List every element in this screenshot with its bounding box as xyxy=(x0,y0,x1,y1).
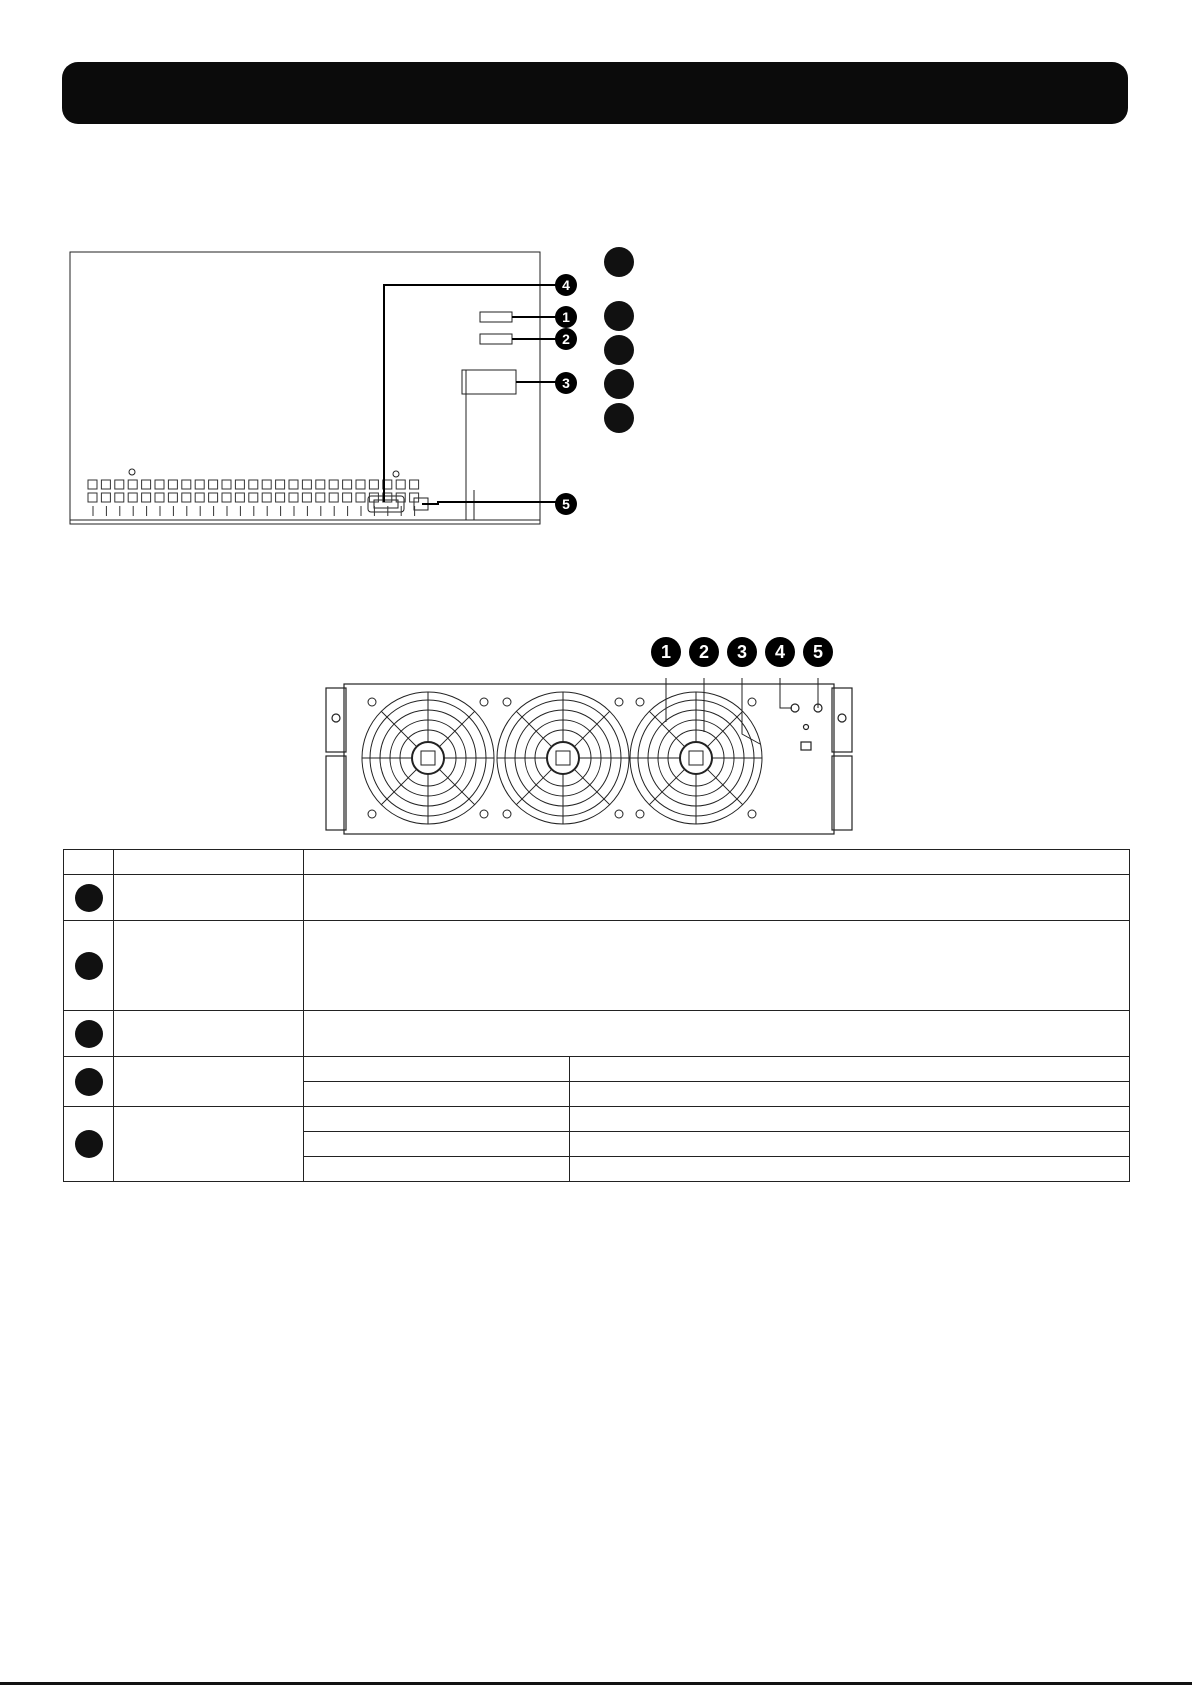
callout-1 xyxy=(555,306,577,328)
fan-callout-4 xyxy=(765,637,795,667)
legend-dot-5 xyxy=(604,403,634,433)
callout-2 xyxy=(555,328,577,350)
table-row xyxy=(64,1107,1130,1132)
table-cell xyxy=(304,1132,570,1157)
indicator-3 xyxy=(804,725,809,730)
callout-4 xyxy=(555,274,577,296)
table-cell xyxy=(114,921,304,1011)
table-cell xyxy=(304,875,1130,921)
table-cell xyxy=(64,1057,114,1107)
svg-text:1: 1 xyxy=(562,309,570,325)
svg-text:3: 3 xyxy=(562,375,570,391)
table-cell xyxy=(304,1157,570,1182)
row-dot-2 xyxy=(75,952,103,980)
legend-dot-4 xyxy=(604,369,634,399)
table-cell xyxy=(64,921,114,1011)
table-cell xyxy=(64,850,114,875)
table-cell xyxy=(64,1107,114,1182)
terminal-block-1 xyxy=(480,312,512,322)
legend-dot-1 xyxy=(604,247,634,277)
fan-1 xyxy=(362,692,494,824)
table-cell xyxy=(304,921,1130,1011)
table-cell xyxy=(114,850,304,875)
svg-text:2: 2 xyxy=(698,642,710,662)
table-cell xyxy=(570,1157,1130,1182)
table-row xyxy=(64,921,1130,1011)
row-dot-4 xyxy=(75,1068,103,1096)
svg-text:5: 5 xyxy=(812,642,824,662)
svg-text:2: 2 xyxy=(562,331,570,347)
serial-port xyxy=(368,496,404,512)
callout-3 xyxy=(555,372,577,394)
row-dot-3 xyxy=(75,1020,103,1048)
indicator-2 xyxy=(801,742,811,750)
table-cell xyxy=(304,1082,570,1107)
screw xyxy=(129,469,135,475)
fan-callout-1 xyxy=(651,637,681,667)
table-row xyxy=(64,1011,1130,1057)
table-cell xyxy=(570,1082,1130,1107)
slot-3 xyxy=(462,370,516,394)
fan-2 xyxy=(497,692,629,824)
table-cell xyxy=(114,875,304,921)
table-cell xyxy=(304,850,1130,875)
indicator-4 xyxy=(791,704,799,712)
panel-outline xyxy=(70,252,540,524)
header-bar xyxy=(62,62,1128,124)
table-cell xyxy=(570,1107,1130,1132)
table-cell xyxy=(114,1057,304,1107)
row-dot-1 xyxy=(75,884,103,912)
row-dot-5 xyxy=(75,1130,103,1158)
table-cell xyxy=(64,1011,114,1057)
legend-dot-2 xyxy=(604,301,634,331)
terminal-block-2 xyxy=(480,334,512,344)
table-row xyxy=(64,875,1130,921)
svg-text:4: 4 xyxy=(562,277,570,293)
table-cell xyxy=(570,1132,1130,1157)
table-cell xyxy=(114,1107,304,1182)
table-row xyxy=(64,1057,1130,1082)
svg-text:3: 3 xyxy=(736,642,748,662)
specification-table xyxy=(63,849,1130,1182)
svg-text:4: 4 xyxy=(774,642,786,662)
screw xyxy=(393,471,399,477)
svg-text:1: 1 xyxy=(660,642,672,662)
legend-dot-3 xyxy=(604,335,634,365)
fan-3 xyxy=(630,692,762,824)
table-cell xyxy=(304,1107,570,1132)
table-cell xyxy=(304,1057,570,1082)
svg-text:5: 5 xyxy=(562,496,570,512)
rear-panel-diagram xyxy=(62,240,582,530)
fan-callout-2 xyxy=(689,637,719,667)
fan-callout-5 xyxy=(803,637,833,667)
table-cell xyxy=(304,1011,1130,1057)
callout-5 xyxy=(555,493,577,515)
table-cell xyxy=(570,1057,1130,1082)
fan-module-diagram xyxy=(318,632,878,842)
table-cell xyxy=(114,1011,304,1057)
table-header-row xyxy=(64,850,1130,875)
table-cell xyxy=(64,875,114,921)
fan-callout-3 xyxy=(727,637,757,667)
